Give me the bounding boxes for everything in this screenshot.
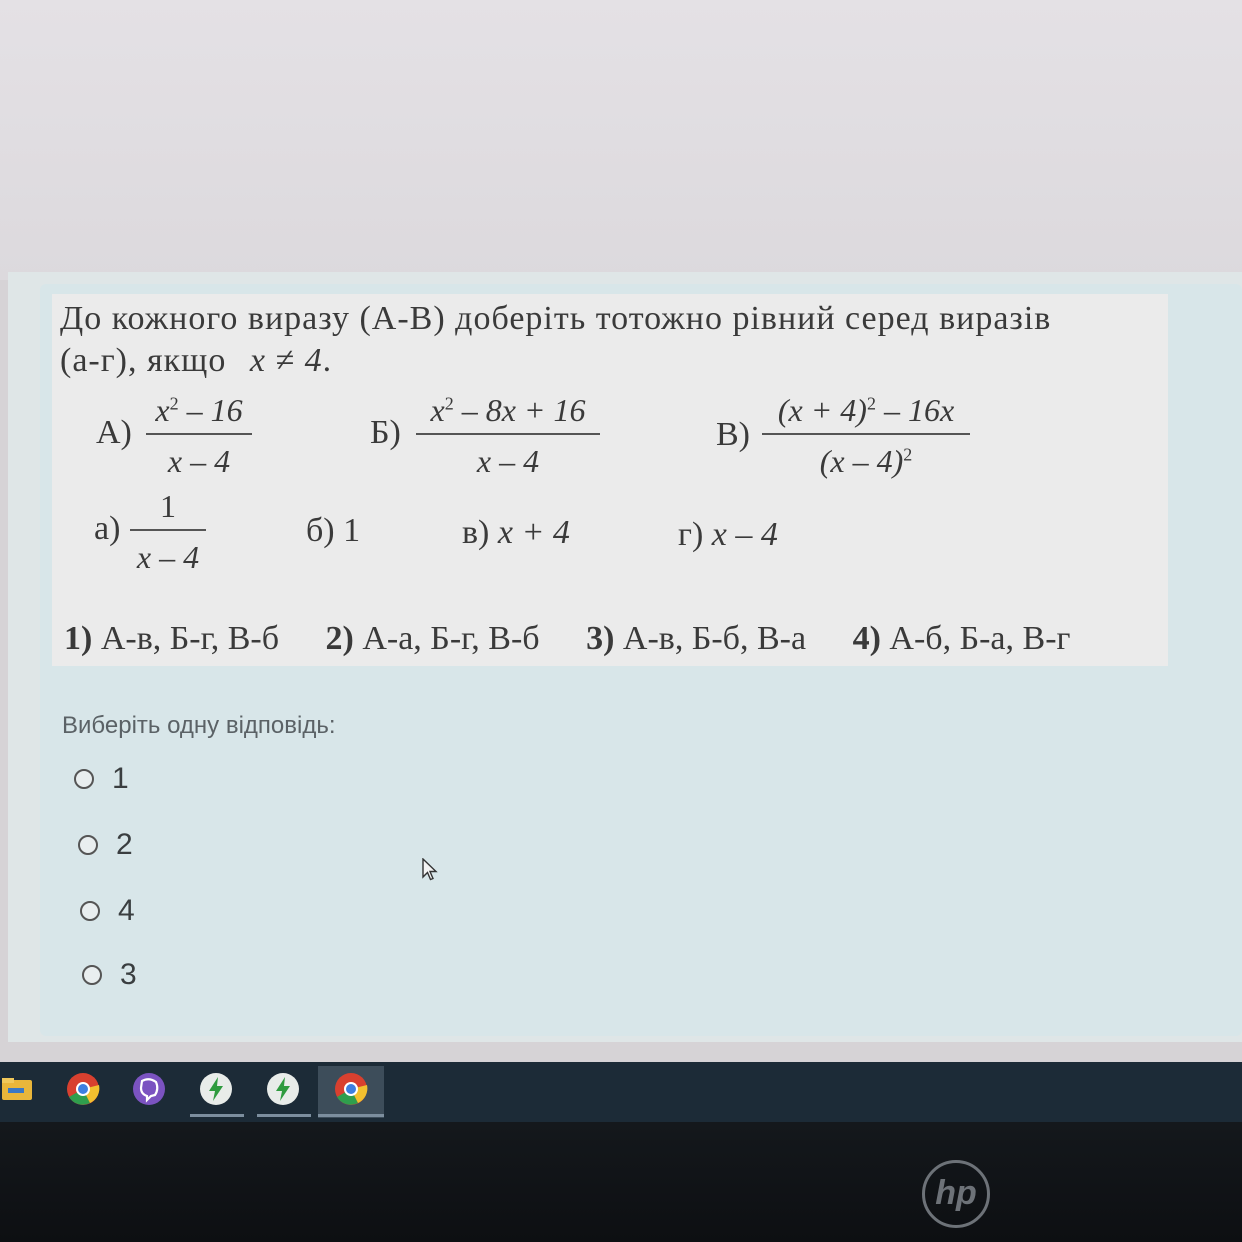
combination-2: 2) А-а, Б-г, В-б	[325, 620, 540, 657]
viber-icon[interactable]	[132, 1072, 166, 1106]
expr-v-label: В)	[716, 416, 750, 453]
choice-3[interactable]: 4	[80, 894, 135, 928]
chrome-icon[interactable]	[334, 1072, 368, 1106]
choice-4[interactable]: 3	[82, 958, 137, 992]
hp-logo: hp	[922, 1160, 990, 1228]
expr-b-label: Б)	[370, 414, 401, 451]
expr-v-fraction: $(x + 4)^2 - 16x$ (x – 4)$^2$	[762, 392, 970, 480]
combination-1: 1) А-в, Б-г, В-б	[64, 620, 280, 657]
active-indicator	[318, 1114, 384, 1117]
option-a-fraction: 1 x – 4	[130, 488, 206, 576]
expr-a-label: А)	[96, 414, 132, 451]
laptop-bezel	[0, 1122, 1242, 1242]
active-indicator	[257, 1114, 311, 1117]
combination-4: 4) А-б, Б-а, В-г	[852, 620, 1071, 657]
chrome-icon[interactable]	[66, 1072, 100, 1106]
question-line-1: До кожного виразу (А-В) доберіть тотожно рівний серед виразів	[60, 300, 1052, 337]
option-b: б) 1	[306, 512, 361, 549]
active-indicator	[190, 1114, 244, 1117]
taskbar	[0, 1062, 1242, 1122]
expr-b-fraction: $x^2 - 8x + 16$ x – 4	[416, 392, 600, 480]
answer-combinations	[64, 620, 1108, 658]
radio-button[interactable]	[78, 835, 98, 855]
app-icon[interactable]	[199, 1072, 233, 1106]
option-g: г) x – 4	[678, 516, 778, 553]
option-a-label: а)	[94, 510, 121, 547]
radio-button[interactable]	[82, 965, 102, 985]
option-v: в) x + 4	[462, 514, 570, 551]
choice-1[interactable]: 1	[74, 762, 129, 796]
mouse-cursor-icon	[422, 858, 440, 882]
app-icon[interactable]	[266, 1072, 300, 1106]
combination-3: 3) А-в, Б-б, В-а	[586, 620, 807, 657]
choice-2[interactable]: 2	[78, 828, 133, 862]
choose-one-prompt: Виберіть одну відповідь:	[62, 712, 336, 739]
radio-button[interactable]	[80, 901, 100, 921]
expr-a-fraction: $x^2 - 16$ x – 4	[146, 392, 252, 480]
background-top	[0, 0, 1242, 280]
radio-button[interactable]	[74, 769, 94, 789]
question-line-2: (а-г), якщо x ≠ 4.	[60, 342, 333, 379]
file-explorer-icon[interactable]	[0, 1074, 34, 1104]
condition-math: x ≠ 4	[249, 342, 323, 379]
